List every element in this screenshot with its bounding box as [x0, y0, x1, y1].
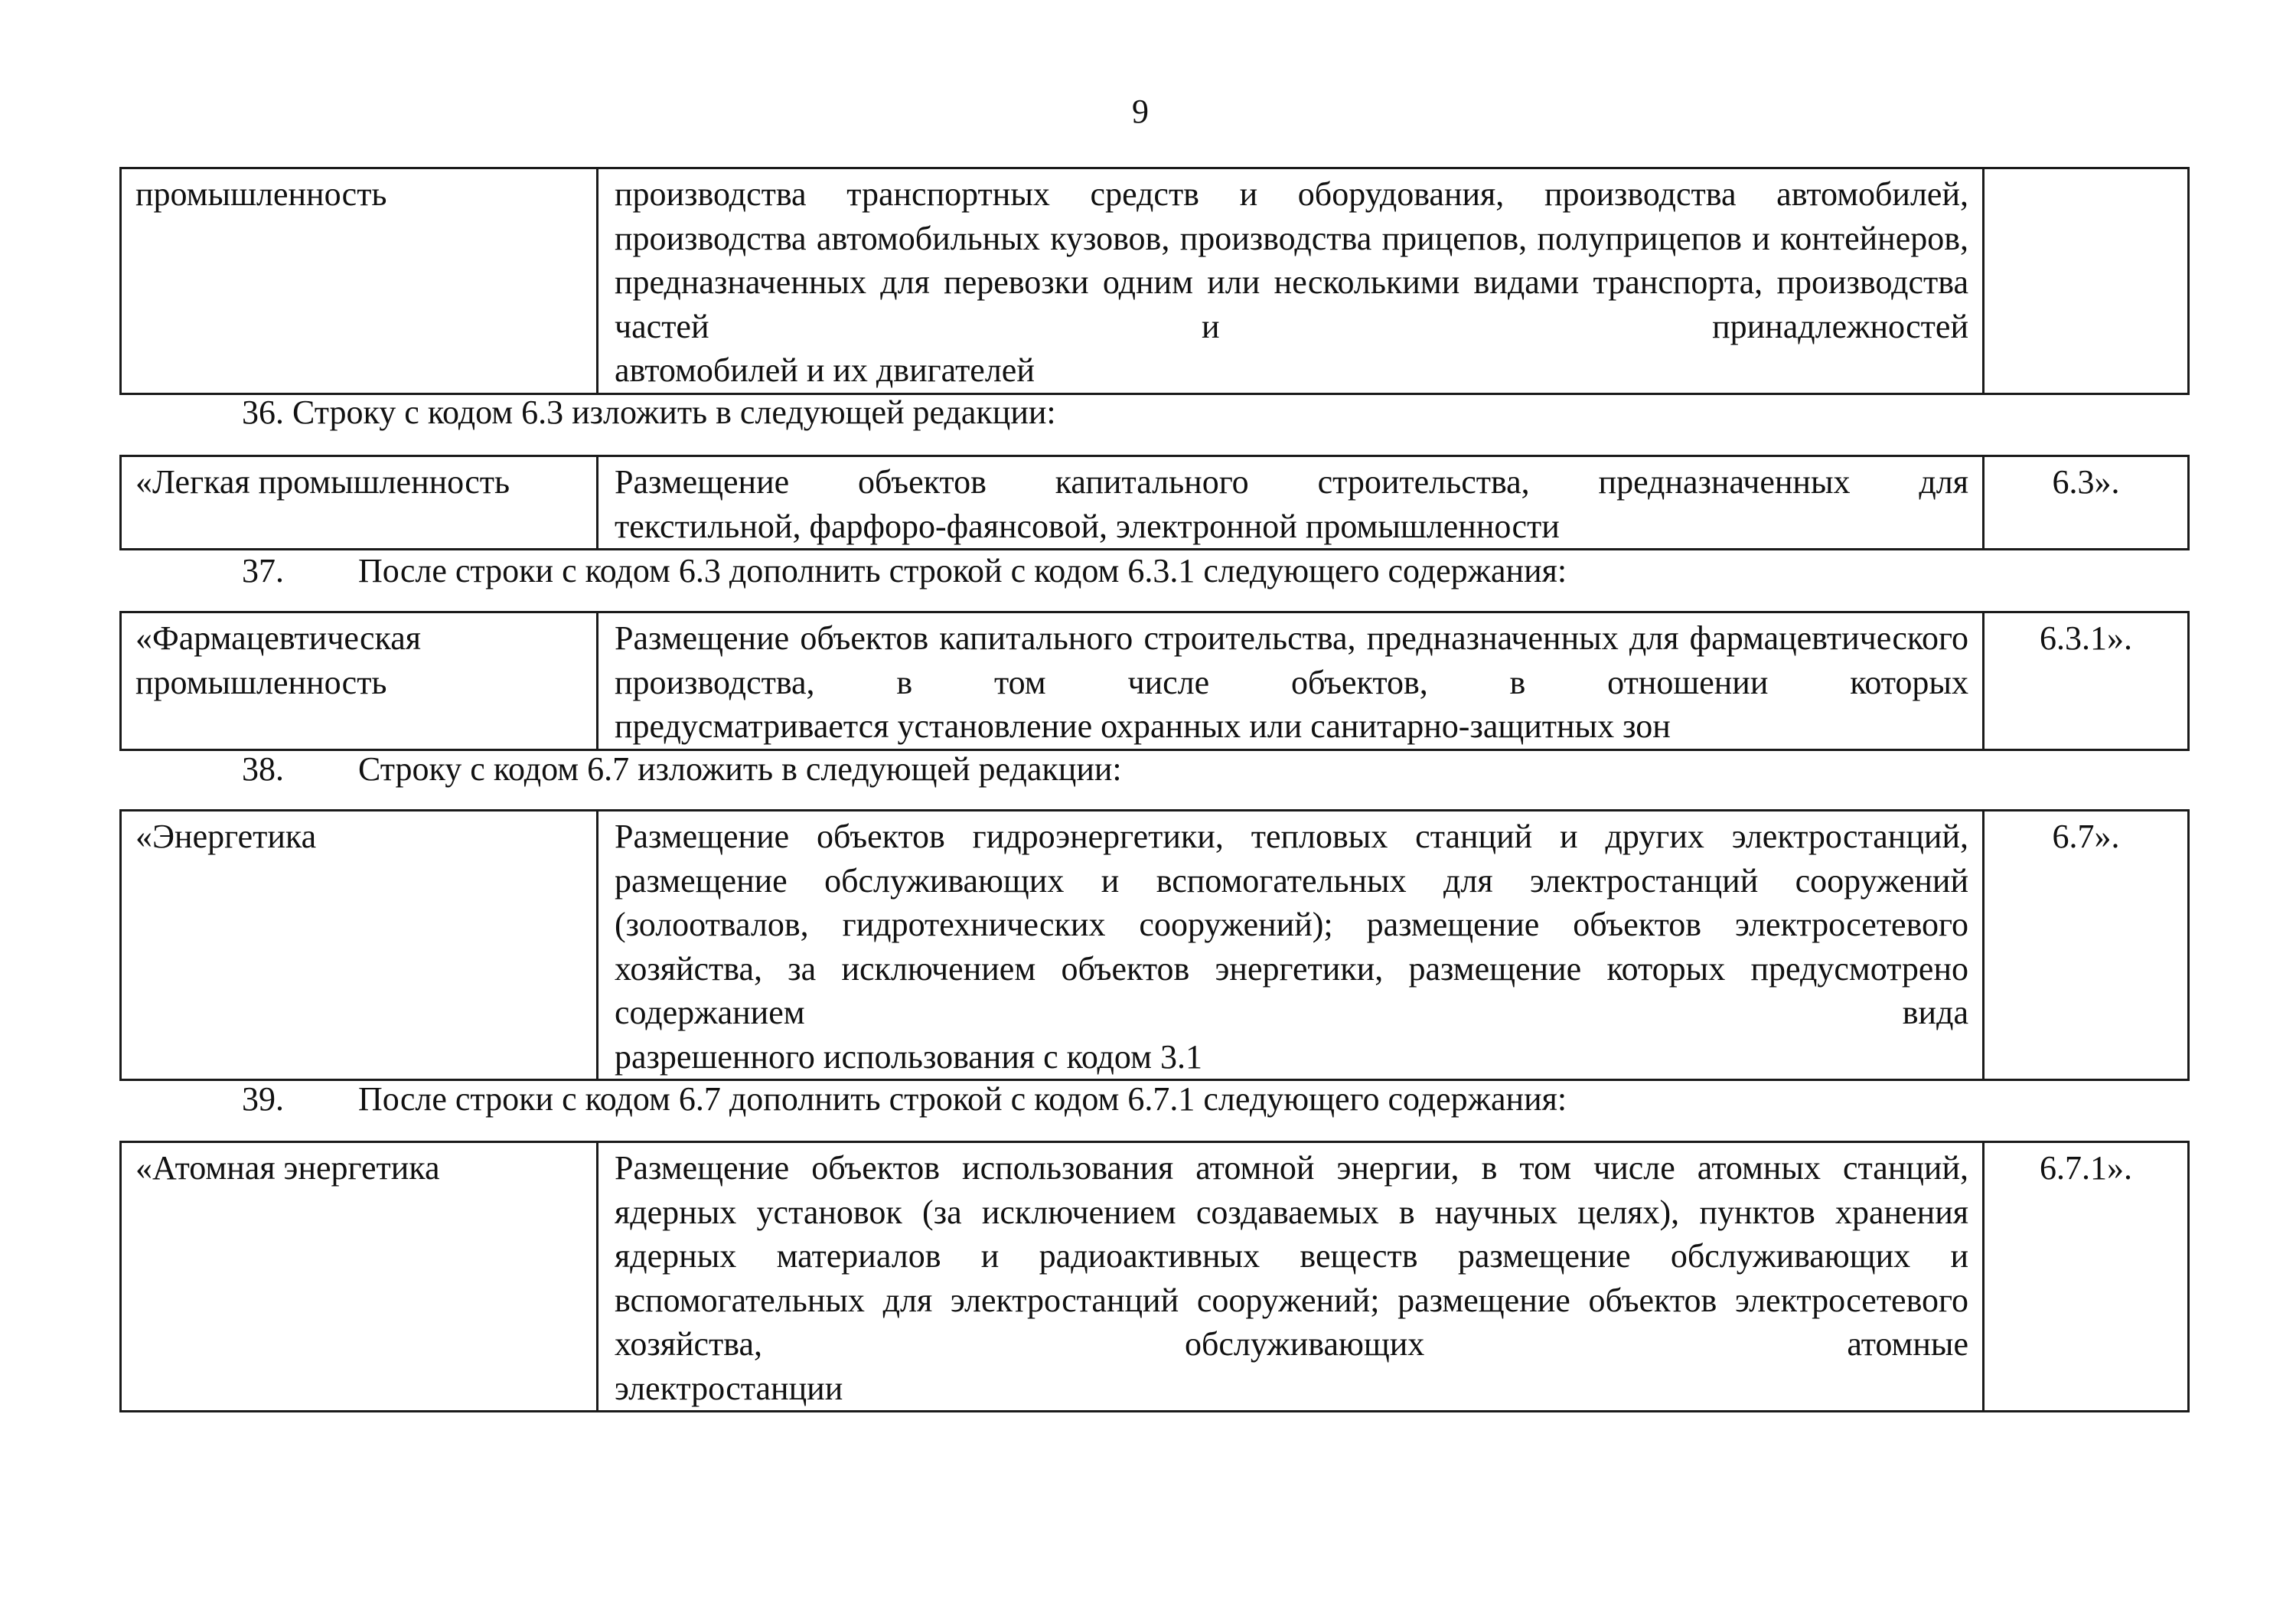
table-light-industry [119, 455, 2190, 550]
row-name-cell [121, 1142, 598, 1412]
description-line: разрешенного использования с кодом 3.1 [615, 1037, 1202, 1076]
description-line: полуприцепов и контейнеров, предназначенных для перевозки одним или [615, 219, 1969, 301]
row-code: 6.7». [2052, 818, 2120, 855]
description-line: текстильной, фарфоро-фаянсовой, электронной промышленности [615, 507, 1560, 545]
row-code-cell [1984, 456, 2189, 550]
table-row [121, 456, 2189, 550]
description-line: предусматривается установление охранных или санитарно-защитных зон [615, 707, 1671, 745]
table-nuclear-energy [119, 1141, 2190, 1412]
table-transport-industry [119, 167, 2190, 395]
row-name-cell [121, 612, 598, 750]
table-pharma-industry [119, 611, 2190, 751]
description-line: автомобилей и их двигателей [615, 351, 1035, 389]
paragraph-text: Строку с кодом 6.7 изложить в следующей редакции: [358, 750, 1122, 788]
paragraph-text: После строки с кодом 6.3 дополнить строкой с кодом 6.3.1 следующего содержания: [358, 552, 1567, 589]
paragraph-39 [242, 1077, 1567, 1121]
description-line: Размещение объектов капитального строительства, предназначенных для [615, 463, 1968, 501]
paragraph-number: 38. [242, 750, 284, 788]
row-name-line: промышленность [135, 663, 387, 701]
table-row [121, 612, 2189, 750]
row-code-cell [1984, 1142, 2189, 1412]
row-name-cell [121, 456, 598, 550]
row-description-cell [598, 811, 1984, 1080]
description-line: энергетики, размещение которых предусмотрено содержанием вида [615, 949, 1969, 1031]
row-description-cell [598, 612, 1984, 750]
description-line: фармацевтического производства, в том числе объектов, в отношении которых [615, 619, 1969, 701]
table-row [121, 1142, 2189, 1412]
row-description-cell [598, 168, 1984, 394]
row-code: 6.3». [2052, 463, 2120, 501]
description-line: Размещение объектов капитального строительства, предназначенных для [615, 619, 1679, 657]
row-name: «Энергетика [135, 818, 317, 855]
description-line: размещение объектов электросетевого хозяйства, обслуживающих атомные [615, 1281, 1969, 1363]
description-line: пунктов хранения ядерных материалов и радиоактивных веществ размещение [615, 1193, 1968, 1275]
paragraph-38 [242, 747, 1122, 791]
row-description-cell [598, 456, 1984, 550]
page-number: 9 [1132, 93, 1149, 130]
description-line: электростанций, размещение обслуживающих и вспомогательных для [615, 818, 1968, 900]
description-line: автомобилей, производства автомобильных кузовов, производства прицепов, [615, 175, 1969, 257]
paragraph-number: 36. [242, 394, 284, 431]
table-row [121, 168, 2189, 394]
row-name-cell [121, 168, 598, 394]
paragraph-36 [242, 390, 1056, 434]
table-row [121, 811, 2189, 1080]
row-code: 6.3.1». [2040, 619, 2132, 657]
paragraph-number: 37. [242, 552, 284, 589]
description-line: производства транспортных средств и оборудования, производства [615, 175, 1737, 213]
paragraph-text: После строки с кодом 6.7 дополнить строкой с кодом 6.7.1 следующего содержания: [358, 1080, 1567, 1118]
row-code-cell [1984, 168, 2189, 394]
description-line: электростанций сооружений (золоотвалов, гидротехнических сооружений); [615, 861, 1969, 943]
paragraph-37 [242, 549, 1567, 593]
description-line: размещение объектов электросетевого хозяйства, за исключением объектов [615, 906, 1969, 988]
row-name-cell [121, 811, 598, 1080]
row-code-cell [1984, 612, 2189, 750]
row-name-line: «Фармацевтическая [135, 619, 421, 657]
row-name: «Атомная энергетика [135, 1149, 440, 1187]
description-line: станций, ядерных установок (за исключением создаваемых в научных целях), [615, 1149, 1969, 1231]
description-line: Размещение объектов гидроэнергетики, тепловых станций и других [615, 818, 1704, 855]
row-code-cell [1984, 811, 2189, 1080]
description-line: электростанции [615, 1369, 843, 1407]
description-line: несколькими видами транспорта, производства частей и принадлежностей [615, 263, 1969, 345]
description-line: Размещение объектов использования атомной энергии, в том числе атомных [615, 1149, 1821, 1187]
row-description-cell [598, 1142, 1984, 1412]
description-line: обслуживающих и вспомогательных для электростанций сооружений; [615, 1237, 1969, 1319]
row-name: «Легкая промышленность [135, 463, 510, 501]
row-code: 6.7.1». [2040, 1149, 2132, 1187]
table-energy [119, 809, 2190, 1081]
paragraph-number: 39. [242, 1080, 284, 1118]
paragraph-text: Строку с кодом 6.3 изложить в следующей редакции: [292, 394, 1056, 431]
row-name: промышленность [135, 175, 387, 213]
